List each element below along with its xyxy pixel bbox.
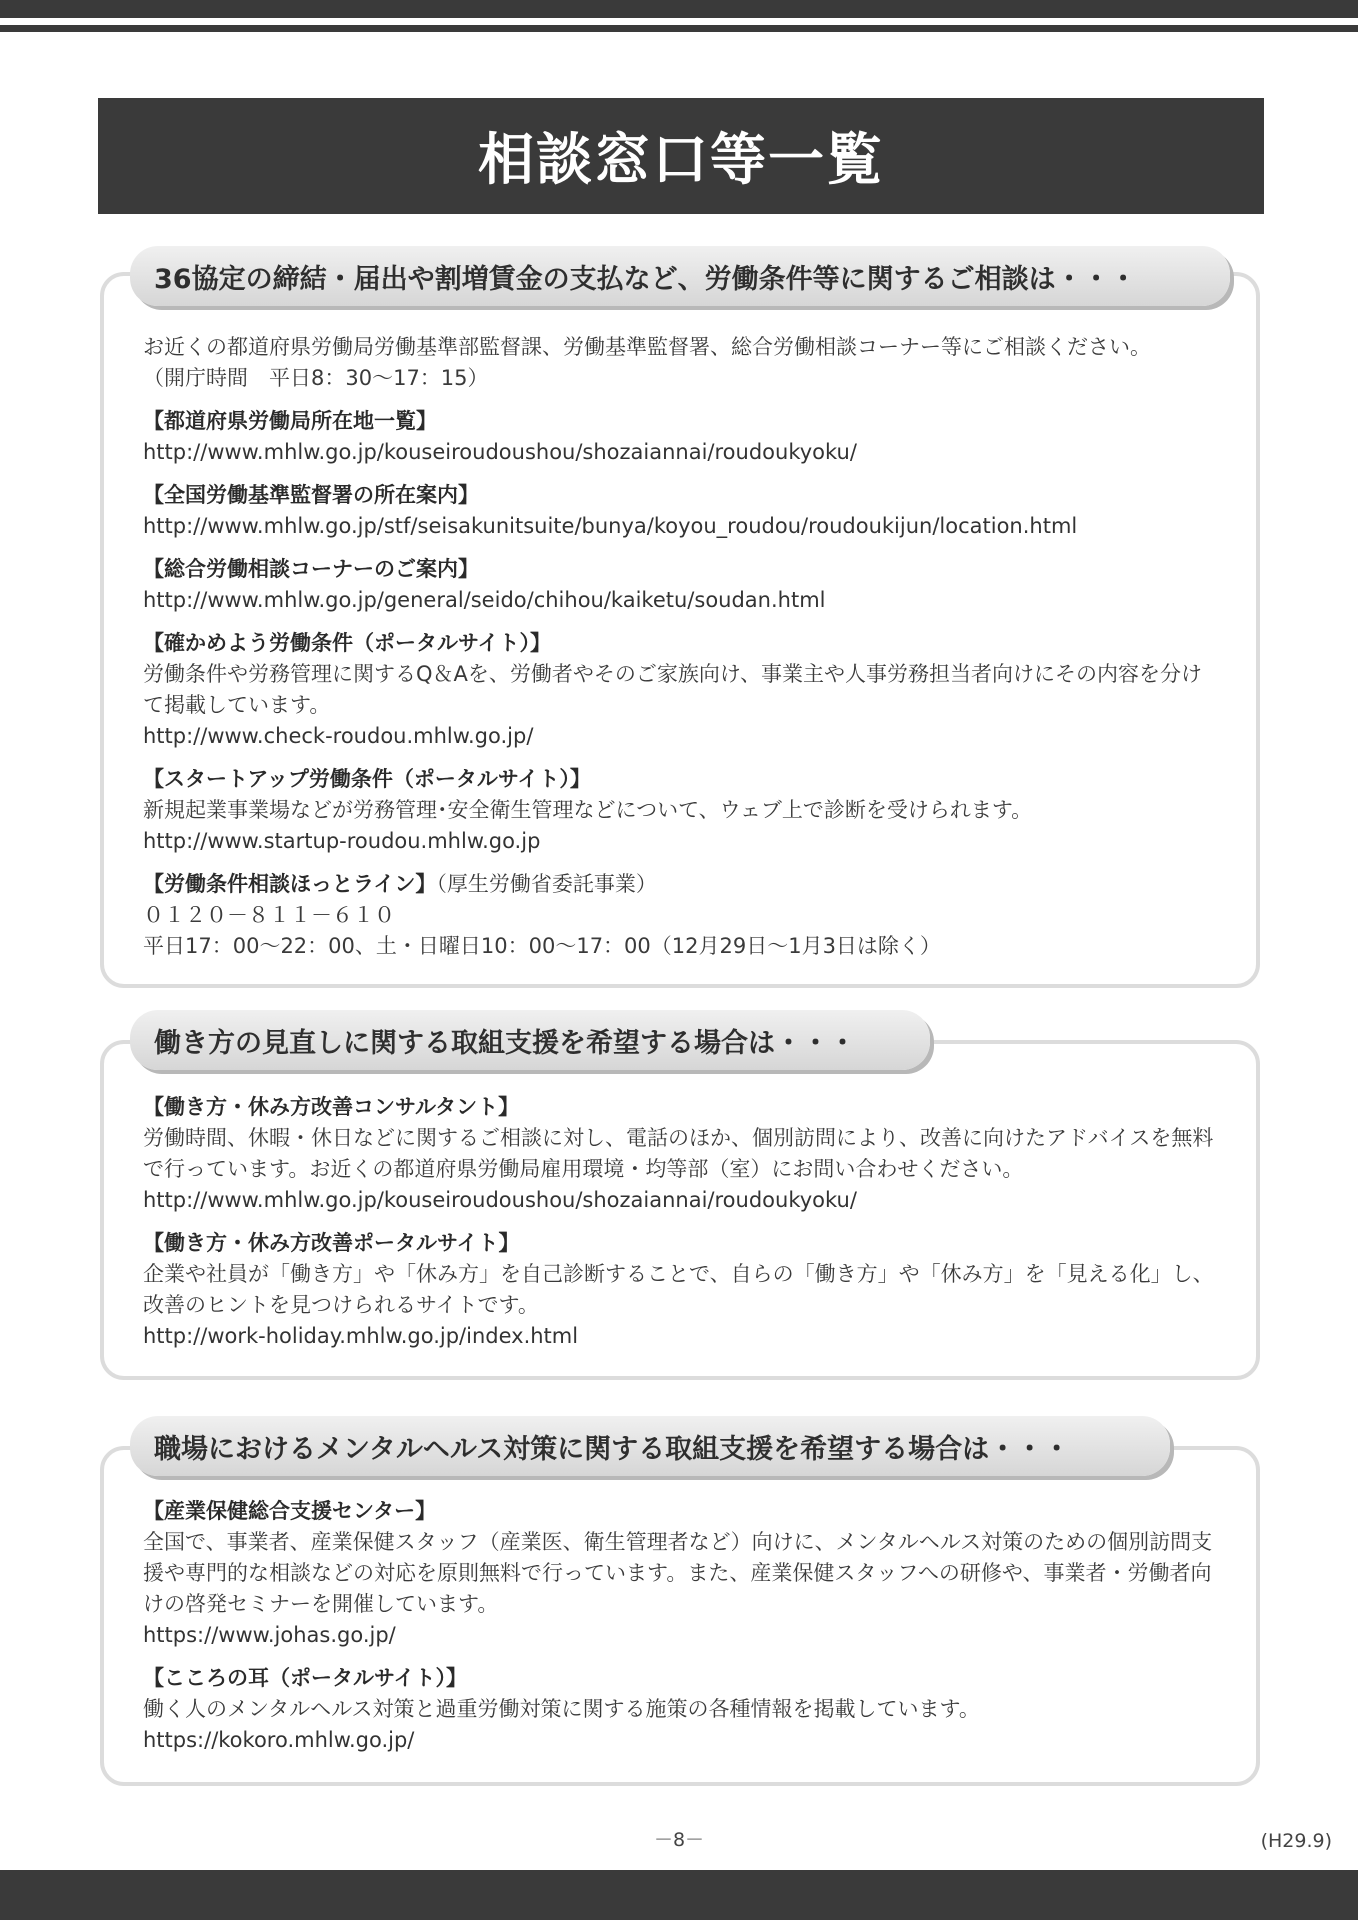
item-description: 労働条件や労務管理に関するQ＆Aを、労働者やそのご家族向け、事業主や人事労務担当者向けにその内容を分けて掲載しています。 <box>143 662 1203 717</box>
item-title-hotline <box>143 869 1223 900</box>
item-title: 【こころの耳（ポータルサイト）】 <box>143 1666 468 1690</box>
item-link[interactable]: http://www.startup-roudou.mhlw.go.jp <box>143 829 541 853</box>
item-title: 【都道府県労働局所在地一覧】 <box>143 409 437 433</box>
hotline-title: 【労働条件相談ほっとライン】 <box>143 872 437 896</box>
office-hours: （開庁時間 平日8：30～17：15） <box>143 366 489 390</box>
item-link[interactable]: http://work-holiday.mhlw.go.jp/index.html <box>143 1324 579 1348</box>
top-border-line <box>0 25 1358 32</box>
item-link[interactable]: https://kokoro.mhlw.go.jp/ <box>143 1728 415 1752</box>
item-link[interactable]: http://www.mhlw.go.jp/kouseiroudoushou/shozaiannai/roudoukyoku/ <box>143 440 857 464</box>
item-link[interactable]: http://www.mhlw.go.jp/kouseiroudoushou/shozaiannai/roudoukyoku/ <box>143 1188 857 1212</box>
section-body-mental-health <box>143 1496 1223 1756</box>
section-header-work-style: 働き方の見直しに関する取組支援を希望する場合は・・・ <box>130 1010 930 1070</box>
item-title: 【働き方・休み方改善コンサルタント】 <box>143 1095 520 1119</box>
hotline-note: （厚生労働省委託事業） <box>436 872 657 896</box>
item-link[interactable]: http://www.mhlw.go.jp/general/seido/chihou/kaiketu/soudan.html <box>143 588 826 612</box>
item-description: 新規起業事業場などが労務管理･安全衛生管理などについて、ウェブ上で診断を受けられます。 <box>143 798 1033 822</box>
section-header-mental-health: 職場におけるメンタルヘルス対策に関する取組支援を希望する場合は・・・ <box>130 1416 1170 1476</box>
item-title: 【総合労働相談コーナーのご案内】 <box>143 557 479 581</box>
intro-text: お近くの都道府県労働局労働基準部監督課、労働基準監督署、総合労働相談コーナー等にご相談ください。 <box>143 335 1151 359</box>
item-title: 【産業保健総合支援センター】 <box>143 1499 437 1523</box>
item-description: 全国で、事業者、産業保健スタッフ（産業医、衛生管理者など）向けに、メンタルヘルス対策のための個別訪問支援や専門的な相談などの対応を原則無料で行っています。また、産業保健スタッフへの研修や、事業者・労働者向けの啓発セミナーを開催しています。 <box>143 1530 1213 1616</box>
page-title: 相談窓口等一覧 <box>98 98 1264 214</box>
section-body-labor-conditions <box>143 332 1223 962</box>
section-body-work-style <box>143 1092 1223 1352</box>
item-description: 働く人のメンタルヘルス対策と過重労働対策に関する施策の各種情報を掲載しています。 <box>143 1697 980 1721</box>
hotline-phone[interactable]: ０１２０－８１１－６１０ <box>143 903 395 927</box>
bottom-border-band <box>0 1870 1358 1920</box>
hotline-hours: 平日17：00～22：00、土・日曜日10：00～17：00（12月29日～1月3日は除く） <box>143 934 941 958</box>
item-description: 企業や社員が「働き方」や「休み方」を自己診断することで、自らの「働き方」や「休み方」を「見える化」し、改善のヒントを見つけられるサイトです。 <box>143 1262 1214 1317</box>
revision-date: (H29.9) <box>1260 1830 1332 1852</box>
item-link[interactable]: https://www.johas.go.jp/ <box>143 1623 396 1647</box>
top-border-band <box>0 0 1358 18</box>
section-header-labor-conditions: 36協定の締結・届出や割増賃金の支払など、労働条件等に関するご相談は・・・ <box>130 246 1230 306</box>
item-title: 【スタートアップ労働条件（ポータルサイト）】 <box>143 767 591 791</box>
item-link[interactable]: http://www.check-roudou.mhlw.go.jp/ <box>143 724 534 748</box>
item-title: 【全国労働基準監督署の所在案内】 <box>143 483 479 507</box>
item-title: 【確かめよう労働条件（ポータルサイト）】 <box>143 631 552 655</box>
page-number: －8－ <box>653 1829 705 1851</box>
item-link[interactable]: http://www.mhlw.go.jp/stf/seisakunitsuite/bunya/koyou_roudou/roudoukijun/location.html <box>143 514 1078 538</box>
item-title: 【働き方・休み方改善ポータルサイト】 <box>143 1231 520 1255</box>
item-description: 労働時間、休暇・休日などに関するご相談に対し、電話のほか、個別訪問により、改善に向けたアドバイスを無料で行っています。お近くの都道府県労働局雇用環境・均等部（室）にお問い合わせください。 <box>143 1126 1214 1181</box>
